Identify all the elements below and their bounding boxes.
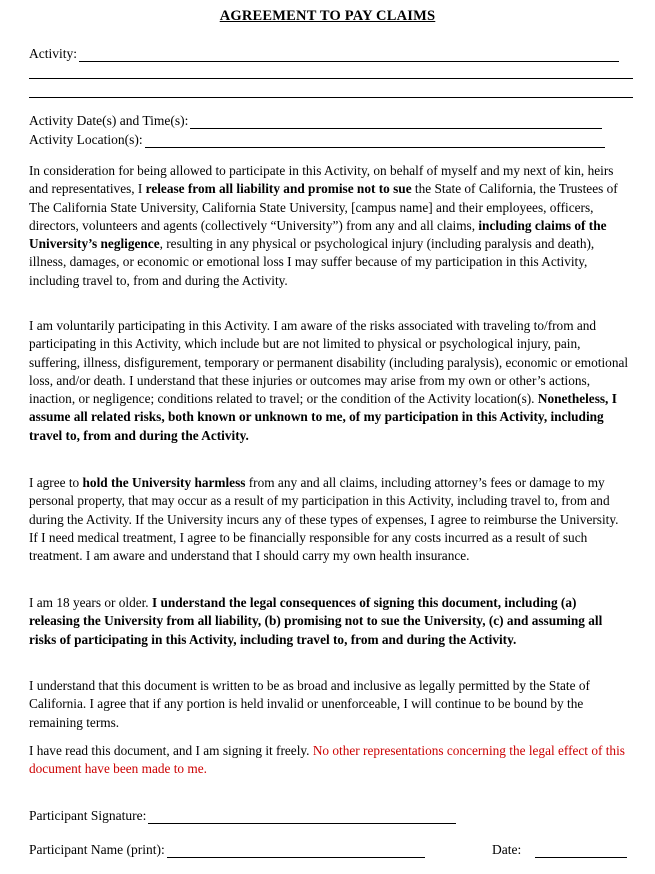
release-text-2: the State of California, the Trustees of The California State University, California State University, [campus name] and their employees, officers, directors, volunteers and agents (collectively “University”) from any and all claims, [29, 181, 618, 233]
activity-location-line[interactable] [145, 135, 605, 148]
negligence-bold-text: including claims of the University’s negligence [29, 217, 607, 252]
acknowledgement-paragraph [29, 742, 629, 779]
activity-line-3[interactable] [29, 97, 633, 98]
age-text: I am 18 years or older. [29, 595, 152, 610]
activity-date-field[interactable] [29, 113, 602, 129]
activity-date-line[interactable] [190, 116, 602, 129]
participant-name-field[interactable] [29, 842, 425, 858]
participant-signature-line[interactable] [148, 811, 456, 824]
consequences-bold-text: I understand the legal consequences of signing this document, including (a) releasing the University from all liability, (b) promising not to sue the University, (c) and assuming all risks of participating in this Activity, including travel to, from and during the Activity. [29, 595, 603, 647]
activity-location-field[interactable] [29, 132, 605, 148]
participant-name-line[interactable] [167, 845, 425, 858]
participant-signature-label: Participant Signature: [29, 808, 147, 823]
date-line[interactable] [535, 845, 627, 858]
participant-signature-field[interactable] [29, 808, 456, 824]
release-paragraph [29, 162, 629, 290]
harmless-text: I agree to [29, 475, 83, 490]
release-text-3: , resulting in any physical or psychological injury (including paralysis and death), illness, damages, or economic or emotional loss I may suffer because of my participation in this Activity, including travel to, from and during the Activity. [29, 236, 595, 288]
scope-paragraph: I understand that this document is written to be as broad and inclusive as legally permitted by the State of California. I agree that if any portion is held invalid or unenforceable, I will continue to be bound by the remaining terms. [29, 678, 590, 730]
harmless-bold-text: hold the University harmless [82, 475, 246, 490]
acknowledgement-text: I have read this document, and I am signing it freely. [29, 743, 313, 758]
activity-label: Activity: [29, 46, 77, 61]
document-title: AGREEMENT TO PAY CLAIMS [219, 8, 436, 24]
activity-date-label: Activity Date(s) and Time(s): [29, 113, 189, 128]
activity-line[interactable] [79, 49, 619, 62]
risk-text: I am voluntarily participating in this Activity. I am aware of the risks associated with traveling to/from and participating in this Activity, which include but are not limited to physical or psychological injury, pain, suffering, illness, disfigurement, temporary or permanent disability (including paralysis), economic or emotional loss, and/or death. I understand that these injuries or outcomes may arise from my own or other’s actions, inaction, or negligence; conditions related to travel; or the condition of the Activity location(s). [29, 318, 629, 407]
warning-text: No other representations concerning the legal effect of this document have been made to me. [29, 743, 625, 777]
release-text: In consideration for being allowed to participate in this Activity, on behalf of myself and my next of kin, heirs and representatives, I [29, 163, 614, 197]
activity-line-2[interactable] [29, 78, 633, 79]
date-label: Date: [492, 842, 522, 857]
risk-paragraph [29, 317, 629, 445]
harmless-text-2: from any and all claims, including attorney’s fees or damage to my personal property, that may occur as a result of my participation in this Activity, including travel to, from and during the Activity. If the University incurs any of these types of expenses, I agree to reimburse the University. If I need medical treatment, I agree to be financially responsible for any costs incurred as a result of such treatment. I am aware and understand that I should carry my own health insurance. [29, 475, 619, 564]
release-bold-text: release from all liability and promise not to sue [145, 181, 412, 197]
harmless-paragraph [29, 474, 629, 565]
activity-location-label: Activity Location(s): [29, 132, 143, 147]
date-field[interactable] [492, 842, 627, 858]
activity-field[interactable] [29, 46, 619, 62]
participant-name-label: Participant Name (print): [29, 842, 165, 857]
age-paragraph [29, 594, 629, 649]
assume-risk-bold-text: Nonetheless, I assume all related risks, both known or unknown to me, of my participation in this Activity, including travel to, from and during the Activity. [29, 391, 617, 443]
